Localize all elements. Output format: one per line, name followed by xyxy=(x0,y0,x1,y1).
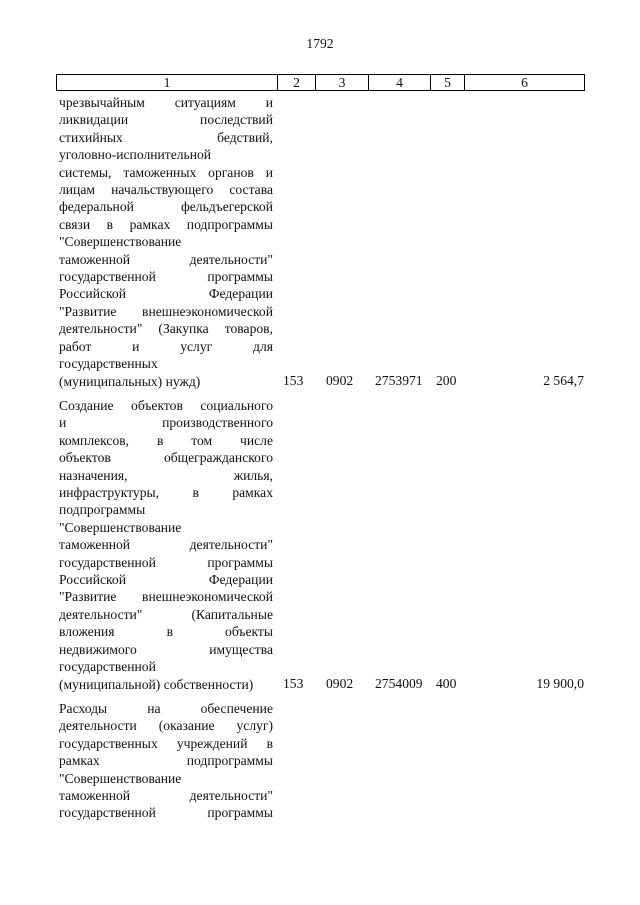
header-col-2: 2 xyxy=(278,75,316,90)
table-cell-col4: 2753971 xyxy=(375,373,423,388)
table-cell-col6: 2 564,7 xyxy=(543,373,584,388)
header-col-3: 3 xyxy=(316,75,369,90)
description-line: Российской Федерации xyxy=(59,286,273,302)
header-col-4: 4 xyxy=(369,75,431,90)
description-line: таможенной деятельности" xyxy=(59,251,273,267)
description-line: и производственного xyxy=(59,415,273,431)
table-cell-col4: 2754009 xyxy=(375,676,423,691)
header-col-6: 6 xyxy=(521,75,528,90)
description-line: системы, таможенных органов и xyxy=(59,164,273,180)
description-line: деятельности" (Капитальные xyxy=(59,606,273,622)
description-line: (муниципальной) собственности) xyxy=(59,676,254,692)
description-line: объектов общегражданского xyxy=(59,450,273,466)
description-line: "Развитие внешнеэкономической xyxy=(59,589,273,605)
description-line: деятельности" (Закупка товаров, xyxy=(59,321,273,337)
page-number: 1792 xyxy=(306,36,334,51)
table-cell-col5: 400 xyxy=(436,676,457,691)
description-line: деятельности (оказание услуг) xyxy=(59,718,273,734)
table-row-description xyxy=(59,94,273,390)
description-line: (муниципальных) нужд) xyxy=(59,373,201,389)
description-line: "Совершенствование xyxy=(59,770,182,786)
description-line: комплексов, в том числе xyxy=(59,432,273,448)
description-line: государственной программы xyxy=(59,805,273,821)
description-line: государственной программы xyxy=(59,554,273,570)
description-line: чрезвычайным ситуациям и xyxy=(59,95,273,110)
description-line: государственной программы xyxy=(59,269,273,285)
description-line: подпрограммы xyxy=(59,502,146,518)
table-row-description xyxy=(59,700,273,822)
table-row-description xyxy=(59,397,273,693)
description-line: федеральной фельдъегерской xyxy=(59,199,273,215)
description-line: Создание объектов социального xyxy=(59,398,273,413)
table-header-row xyxy=(56,74,585,91)
header-col-5: 5 xyxy=(431,75,465,90)
description-line: Расходы на обеспечение xyxy=(59,701,273,716)
description-line: лицам начальствующего состава xyxy=(59,182,273,198)
description-line: Российской Федерации xyxy=(59,572,273,588)
description-line: "Совершенствование xyxy=(59,234,182,250)
description-line: стихийных бедствий, xyxy=(59,129,273,145)
description-line: работ и услуг для xyxy=(59,338,273,354)
table-cell-col3: 0902 xyxy=(326,373,354,388)
description-line: инфраструктуры, в рамках xyxy=(59,485,273,501)
description-line: недвижимого имущества xyxy=(59,641,273,657)
description-line: уголовно-исполнительной xyxy=(59,147,212,163)
table-cell-col6: 19 900,0 xyxy=(536,676,584,691)
description-line: таможенной деятельности" xyxy=(59,788,273,804)
description-line: назначения, жилья, xyxy=(59,467,273,483)
table-cell-col2: 153 xyxy=(283,373,304,388)
description-line: ликвидации последствий xyxy=(59,112,273,128)
header-col-1: 1 xyxy=(57,75,278,90)
description-line: вложения в объекты xyxy=(59,624,273,640)
table-cell-col5: 200 xyxy=(436,373,457,388)
table-cell-col2: 153 xyxy=(283,676,304,691)
table-cell-col3: 0902 xyxy=(326,676,354,691)
description-line: "Развитие внешнеэкономической xyxy=(59,303,273,319)
description-line: государственных учреждений в xyxy=(59,735,273,751)
description-line: рамках подпрограммы xyxy=(59,753,273,769)
description-line: связи в рамках подпрограммы xyxy=(59,216,273,232)
description-line: государственной xyxy=(59,659,156,675)
description-line: государственных xyxy=(59,356,158,372)
description-line: "Совершенствование xyxy=(59,519,182,535)
description-line: таможенной деятельности" xyxy=(59,537,273,553)
